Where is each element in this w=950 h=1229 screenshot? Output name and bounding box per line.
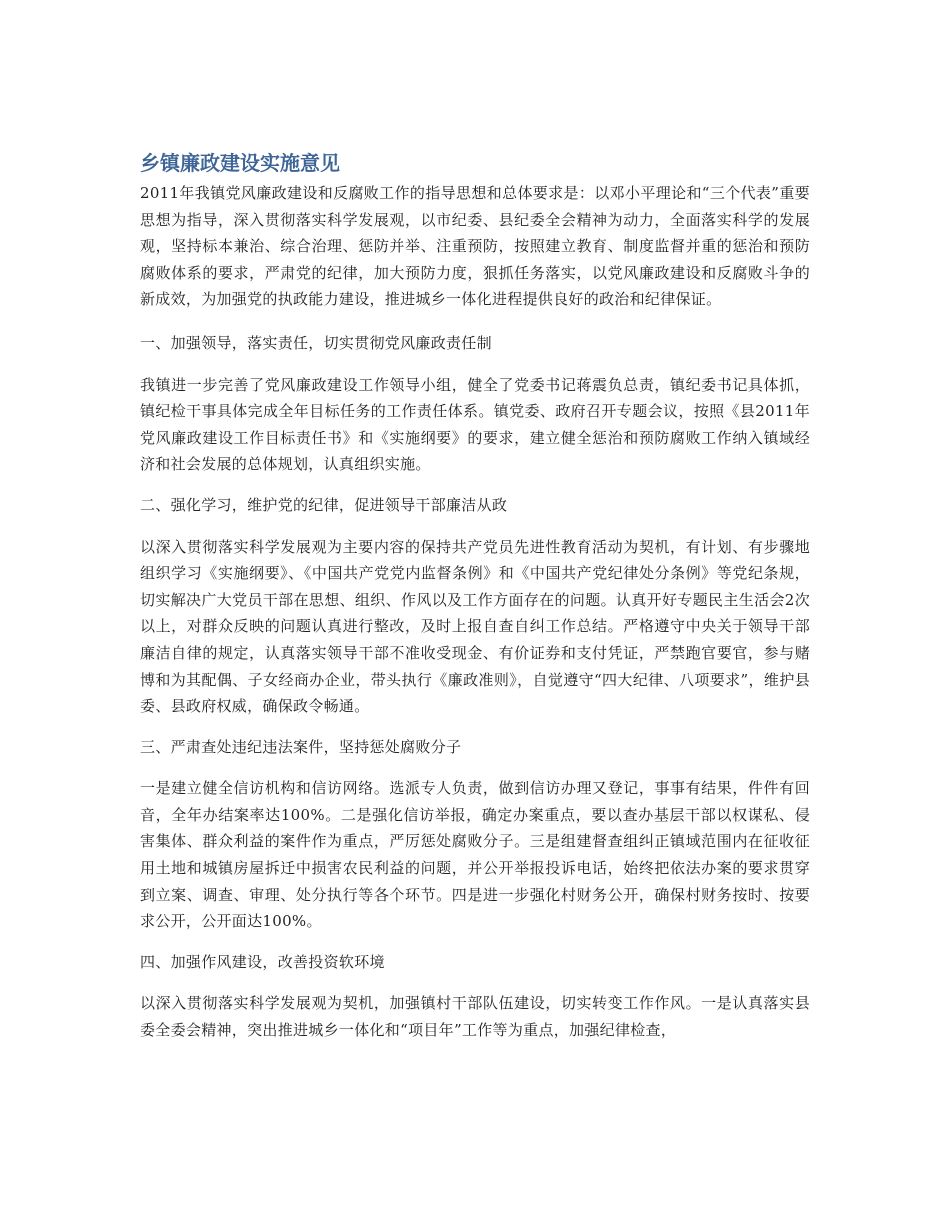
section-1-body: 我镇进一步完善了党风廉政建设工作领导小组，健全了党委书记蒋震负总责，镇纪委书记具体抓，镇纪检干事具体完成全年目标任务的工作责任体系。镇党委、政府召开专题会议，按照《县2011年党风廉政建设工作目标责任书》和《实施纲要》的要求，建立健全惩治和预防腐败工作纳入镇域经济和社会发展的总体规划，认真组织实施。 [140, 375, 810, 474]
intro-paragraph: 2011年我镇党风廉政建设和反腐败工作的指导思想和总体要求是：以邓小平理论和“三个代表”重要思想为指导，深入贯彻落实科学发展观，以市纪委、县纪委全会精神为动力，全面落实科学的发展观，坚持标本兼治、综合治理、惩防并举、注重预防，按照建立教育、制度监督并重的惩治和预防腐败体系的要求，严肃党的纪律，加大预防力度，狠抓任务落实，以党风廉政建设和反腐败斗争的新成效，为加强党的执政能力建设，推进城乡一体化进程提供良好的政治和纪律保证。 [140, 184, 810, 309]
document-title: 乡镇廉政建设实施意见 [140, 151, 340, 175]
section-2-heading: 二、强化学习，维护党的纪律，促进领导干部廉洁从政 [140, 495, 508, 514]
section-3-heading: 三、严肃查处违纪违法案件，坚持惩处腐败分子 [140, 737, 462, 756]
section-2-body: 以深入贯彻落实科学发展观为主要内容的保持共产党员先进性教育活动为契机，有计划、有步骤地组织学习《实施纲要》、《中国共产党党内监督条例》和《中国共产党纪律处分条例》等党纪条规，切实解决广大党员干部在思想、组织、作风以及工作方面存在的问题。认真开好专题民主生活会2次以上，对群众反映的问题认真进行整改，及时上报自查自纠工作总结。严格遵守中央关于领导干部廉洁自律的规定，认真落实领导干部不准收受现金、有价证券和支付凭证，严禁跑官要官，参与赌博和为其配偶、子女经商办企业，带头执行《廉政准则》，自觉遵守“四大纪律、八项要求”，维护县委、县政府权威，确保政令畅通。 [140, 537, 810, 716]
document-page [140, 148, 810, 1044]
section-4-body: 以深入贯彻落实科学发展观为契机，加强镇村干部队伍建设，切实转变工作作风。一是认真落实县委全委会精神，突出推进城乡一体化和“项目年”工作等为重点，加强纪律检查， [140, 994, 810, 1040]
section-4-heading: 四、加强作风建设，改善投资软环境 [140, 952, 385, 971]
section-1-heading: 一、加强领导，落实责任，切实贯彻党风廉政责任制 [140, 333, 492, 352]
section-3-body: 一是建立健全信访机构和信访网络。选派专人负责，做到信访办理又登记，事事有结果，件件有回音，全年办结案率达100%。二是强化信访举报，确定办案重点，要以查办基层干部以权谋私、侵害集体、群众利益的案件作为重点，严厉惩处腐败分子。三是组建督查组纠正镇域范围内在征收征用土地和城镇房屋拆迁中损害农民利益的问题，并公开举报投诉电话，始终把依法办案的要求贯穿到立案、调查、审理、处分执行等各个环节。四是进一步强化村财务公开，确保村财务按时、按要求公开，公开面达100%。 [140, 779, 810, 931]
